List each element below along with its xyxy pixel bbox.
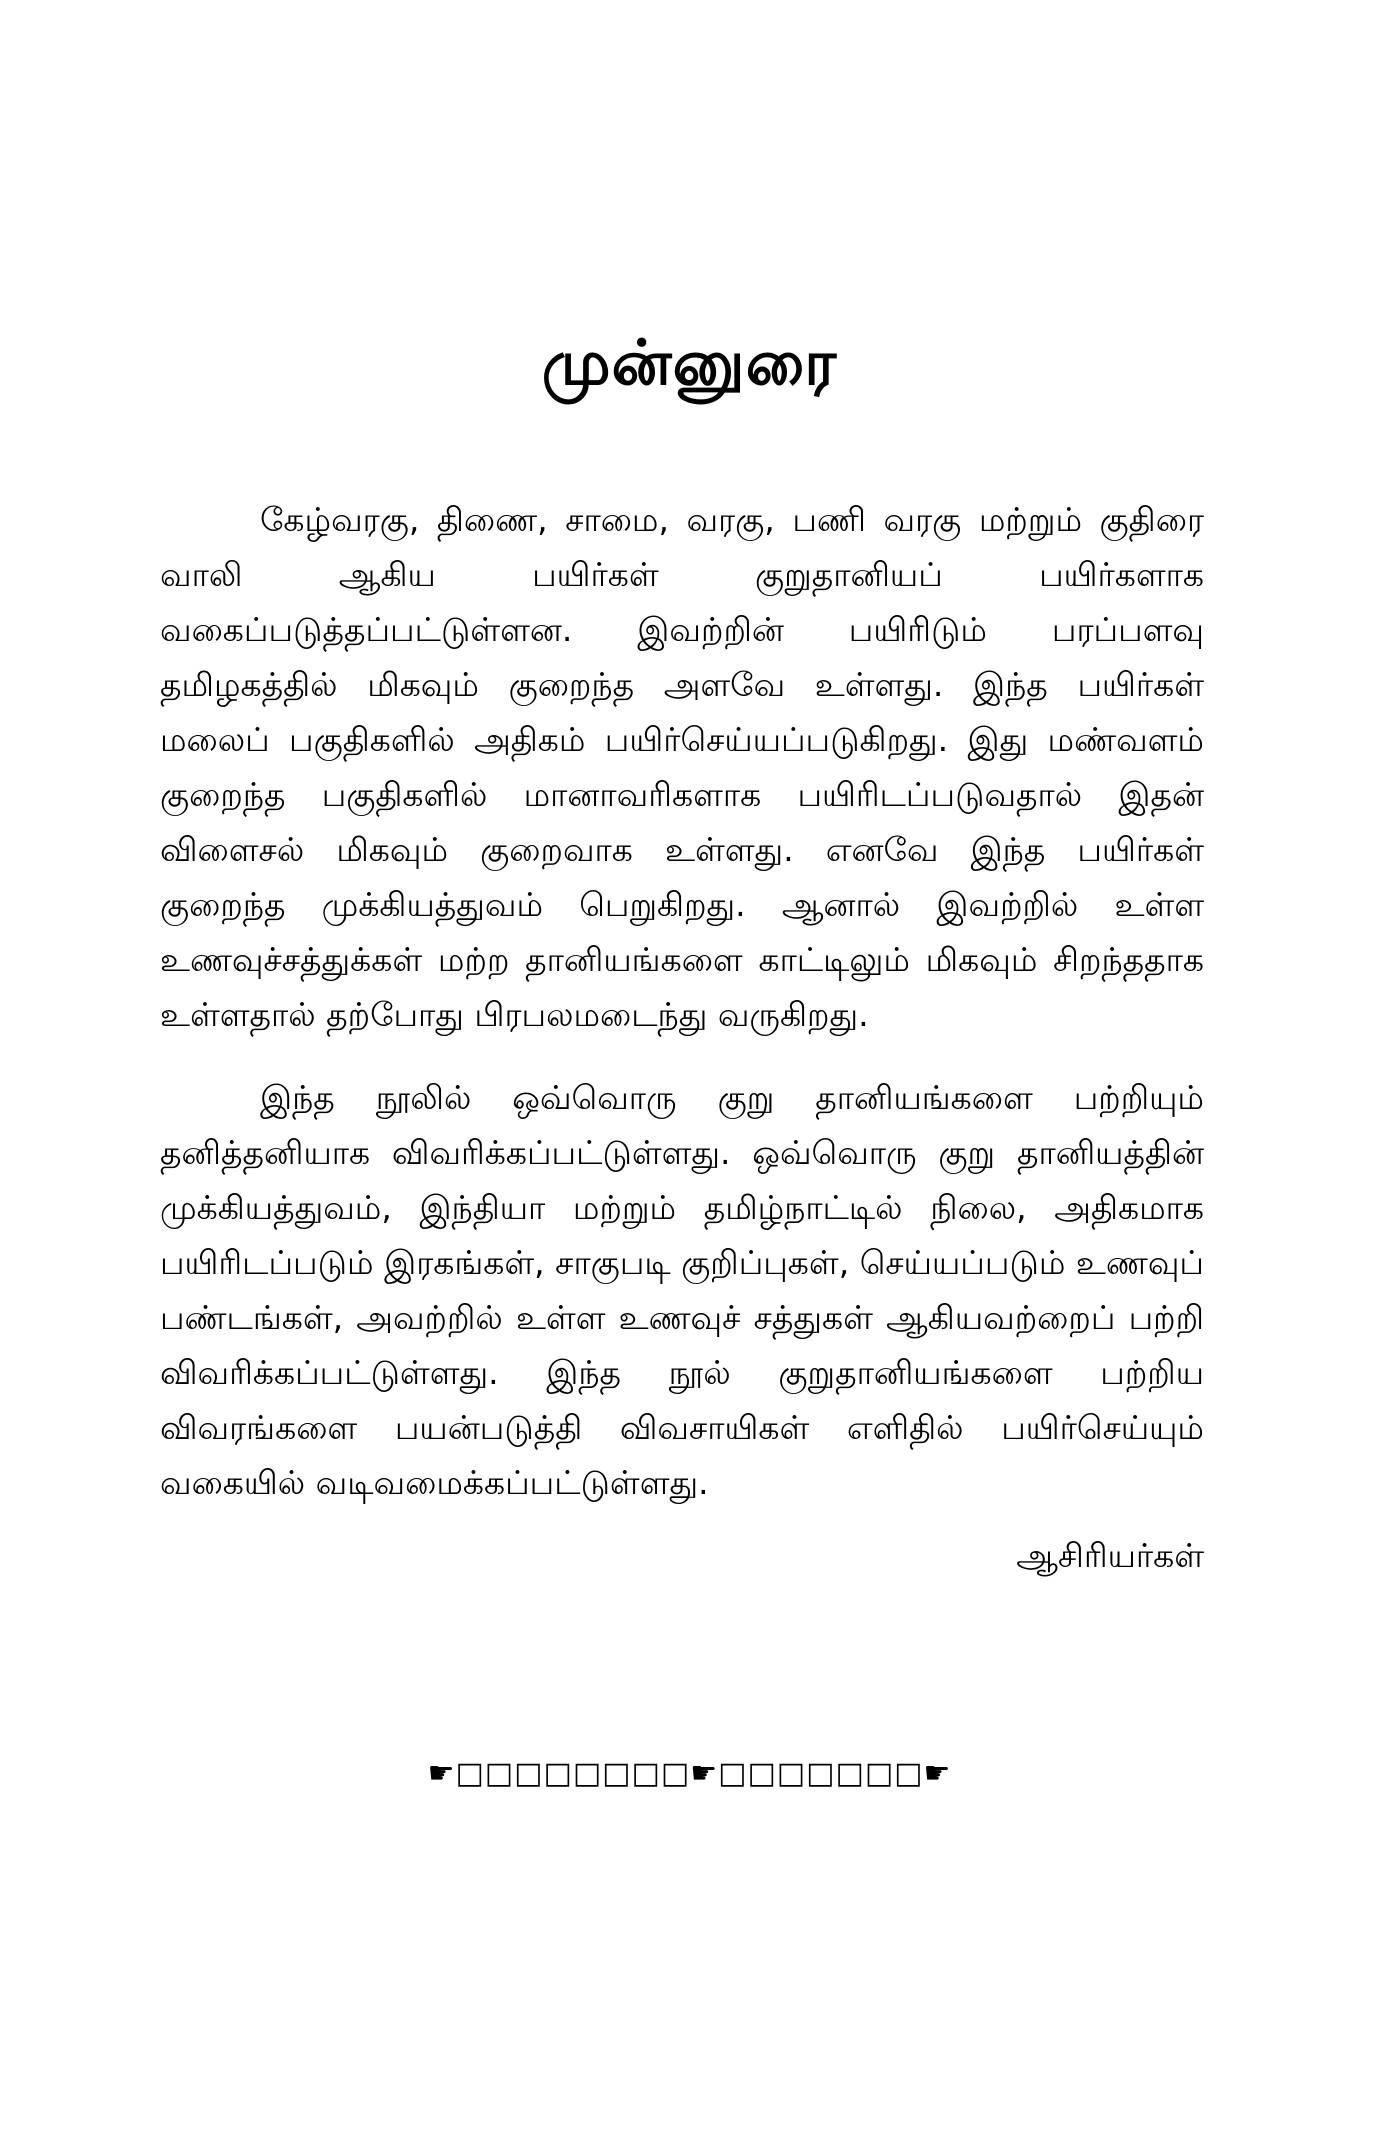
- page-title: முன்னுரை: [541, 326, 838, 399]
- paragraph: இந்த நூலில் ஒவ்வொரு குறு தானியங்களை பற்றியும் தனித்தனியாக விவரிக்கப்பட்டுள்ளது. ஒவ்வொரு குறு தானியத்தின் முக்கியத்துவம், இந்தியா மற்றும் தமிழ்நாட்டில் நிலை, அதிகமாக பயிரிடப்படும் இரகங்கள், சாகுபடி குறிப்புகள், செய்யப்படும் உணவுப் பண்டங்கள், அவற்றில் உள்ள உணவுச் சத்துகள் ஆகியவற்றைப் பற்றி விவரிக்கப்பட்டுள்ளது. இந்த நூல் குறுதானியங்களை பற்றிய விவரங்களை பயன்படுத்தி விவசாயிகள் எளிதில் பயிர்செய்யும் வகையில் வடிவமைக்கப்பட்டுள்ளது.: [160, 1078, 1204, 1502]
- ornament-divider: ☛□□□□□□□□☛□□□□□□□☛: [427, 1756, 952, 1791]
- document-body: [160, 492, 1204, 1583]
- paragraph: கேழ்வரகு, திணை, சாமை, வரகு, பணி வரகு மற்றும் குதிரை வாலி ஆகிய பயிர்கள் குறுதானியப் பயிர்களாக வகைப்படுத்தப்பட்டுள்ளன. இவற்றின் பயிரிடும் பரப்பளவு தமிழகத்தில் மிகவும் குறைந்த அளவே உள்ளது. இந்த பயிர்கள் மலைப் பகுதிகளில் அதிகம் பயிர்செய்யப்படுகிறது. இது மண்வளம் குறைந்த பகுதிகளில் மானாவரிகளாக பயிரிடப்படுவதால் இதன் விளைசல் மிகவும் குறைவாக உள்ளது. எனவே இந்த பயிர்கள் குறைந்த முக்கியத்துவம் பெறுகிறது. ஆனால் இவற்றில் உள்ள உணவுச்சத்துக்கள் மற்ற தானியங்களை காட்டிலும் மிகவும் சிறந்ததாக உள்ளதால் தற்போது பிரபலமடைந்து வருகிறது.: [160, 500, 1204, 1034]
- signature: ஆசிரியர்கள்: [1016, 1536, 1204, 1575]
